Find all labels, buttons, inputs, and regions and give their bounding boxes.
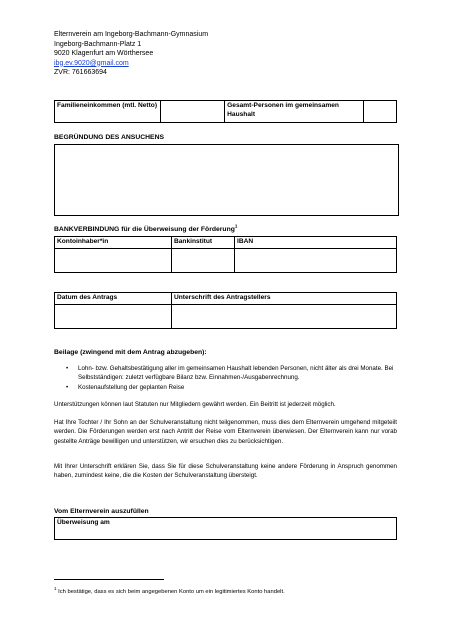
signature-label: Unterschrift des Antragstellers [172,293,397,305]
footnote-divider [54,579,164,580]
household-persons-label: Gesamt-Personen im gemeinsamen Haushalt [225,101,364,123]
signature-table [54,292,397,329]
justification-field[interactable] [54,144,399,216]
attachments-list [66,364,406,392]
bank-institute-field[interactable] [172,249,235,273]
footnote: $^1$ Ich bestätige, dass es sich beim angegebenen Konto um ein legitimiertes Konto handelt. [54,586,285,595]
list-item: • Lohn- bzw. Gehaltsbestätigung aller im gemeinsamen Haushalt lebenden Personen, nicht älter als drei Monate. Bei Selbstständigen: zuletzt verfügbare Bilanz bzw. Einnahmen-/Ausgabenrechnung. [66,364,406,383]
household-persons-field[interactable] [364,101,397,123]
list-item: • Kostenaufstellung der geplanten Reise [66,383,406,392]
justification-heading: BEGRÜNDUNG DES ANSUCHENS [54,134,165,141]
bank-table [54,236,397,273]
account-holder-field[interactable] [55,249,172,273]
family-income-field[interactable] [161,101,225,123]
iban-field[interactable] [235,249,397,273]
iban-label: IBAN [235,237,397,249]
date-field[interactable] [55,305,172,329]
attachments-heading: Beilage (zwingend mit dem Antrag abzugeben): [54,349,207,356]
office-heading: Vom Elternverein auszufüllen [54,508,149,515]
bank-institute-label: Bankinstitut [172,237,235,249]
declaration-paragraph: Mit Ihrer Unterschrift erklären Sie, dass Sie für diese Schulveranstaltung keine andere Förderung in Anspruch genommen haben, zumindest keine, die die Kosten der Schulveranstaltung übersteigt. [54,463,397,480]
org-street: Ingeborg-Bachmann-Platz 1 [54,40,142,48]
org-city: 9020 Klagenfurt am Wörthersee [54,50,154,57]
org-zvr: ZVR: 761663694 [54,69,107,76]
family-income-label: Familieneinkommen (mtl. Netto) [55,101,161,123]
org-name: Elternverein am Ingeborg-Bachmann-Gymnasium [54,31,209,38]
transfer-date-label: Überweisung am [55,518,397,540]
bank-heading: BANKVERBINDUNG für die Überweisung der Förderung$^1$ [54,223,238,233]
date-label: Datum des Antrags [55,293,172,305]
org-email-link[interactable]: ibg.ev.9020@gmail.com [54,59,129,67]
participation-paragraph: Hat Ihre Tochter / Ihr Sohn an der Schulveranstaltung nicht teilgenommen, muss dies dem Elternverein umgehend mitgeteilt werden. Die Förderungen werden erst nach Antritt der Reise vom Elternverein überwiesen. Der Elternverein kann nur vorab gestellte Anträge bewilligen und unterstützen, wir ersuchen dies zu berücksichtigen. [54,419,397,445]
income-table [54,100,397,123]
signature-field[interactable] [172,305,397,329]
account-holder-label: Kontoinhaber*in [55,237,172,249]
members-paragraph: Unterstützungen können laut Statuten nur Mitgliedern gewährt werden. Ein Beitritt ist jederzeit möglich. [54,401,336,408]
footnote-marker: 1 [234,223,238,229]
office-table [54,517,397,540]
sender-address [54,30,208,78]
